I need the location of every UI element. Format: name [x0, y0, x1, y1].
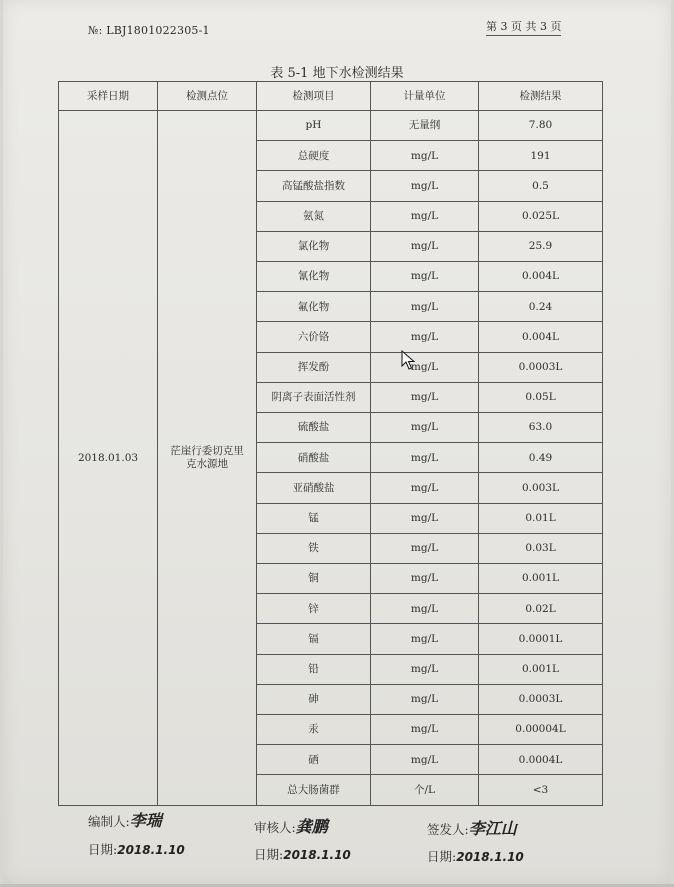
cell-item: 挥发酚 [257, 352, 371, 382]
cell-result: 0.0004L [479, 745, 603, 775]
location-cell: 茫崖行委切克里克水源地 [158, 111, 257, 806]
header-location: 检测点位 [158, 82, 257, 111]
cell-result: 0.24 [479, 292, 603, 322]
cell-item: 硫酸盐 [257, 413, 371, 443]
cell-item: 锰 [257, 503, 371, 533]
cell-item: 铁 [257, 533, 371, 563]
cell-unit: mg/L [371, 745, 479, 775]
cell-unit: mg/L [371, 684, 479, 714]
issuer-date [427, 847, 524, 865]
compiler-signature [88, 808, 162, 831]
cell-item: 砷 [257, 684, 371, 714]
cell-result: 191 [479, 141, 603, 171]
cell-unit: mg/L [371, 473, 479, 503]
cell-unit: mg/L [371, 654, 479, 684]
cell-result: <3 [479, 775, 603, 806]
issuer-date-label: 日期: [427, 849, 457, 864]
cell-unit: mg/L [371, 715, 479, 745]
reviewer-signature [254, 814, 328, 837]
cell-item: 高锰酸盐指数 [257, 171, 371, 201]
cell-item: 亚硝酸盐 [257, 473, 371, 503]
cell-unit: mg/L [371, 443, 479, 473]
cell-unit: 无量纲 [371, 111, 479, 141]
compiler-date-label: 日期: [88, 842, 118, 857]
header-item: 检测项目 [257, 82, 371, 111]
document-number: №: LBJ1801022305-1 [88, 24, 210, 37]
sampling-date-cell: 2018.01.03 [59, 111, 158, 806]
cell-unit: mg/L [371, 322, 479, 352]
cell-item: 汞 [257, 715, 371, 745]
cell-result: 0.02L [479, 594, 603, 624]
cell-item: 硝酸盐 [257, 443, 371, 473]
compiler-date [88, 840, 185, 858]
cell-result: 0.001L [479, 564, 603, 594]
cell-unit: mg/L [371, 413, 479, 443]
cell-item: 氨氮 [257, 201, 371, 231]
cell-unit: mg/L [371, 352, 479, 382]
cell-item: 六价铬 [257, 322, 371, 352]
mouse-pointer-icon [401, 350, 415, 370]
cell-item: 锌 [257, 594, 371, 624]
cell-result: 0.05L [479, 382, 603, 412]
cell-item: 阴离子表面活性剂 [257, 382, 371, 412]
cell-result: 0.49 [479, 443, 603, 473]
cell-result: 0.00004L [479, 715, 603, 745]
cell-result: 0.5 [479, 171, 603, 201]
page-indicator: 第 3 页 共 3 页 [486, 18, 561, 36]
cell-unit: mg/L [371, 594, 479, 624]
header-result: 检测结果 [479, 82, 603, 111]
cell-result: 0.004L [479, 322, 603, 352]
cell-unit: mg/L [371, 503, 479, 533]
cell-unit: mg/L [371, 533, 479, 563]
cell-unit: mg/L [371, 231, 479, 261]
header-unit: 计量单位 [371, 82, 479, 111]
cell-item: 铜 [257, 564, 371, 594]
cell-unit: mg/L [371, 564, 479, 594]
cell-result: 0.004L [479, 262, 603, 292]
cell-unit: mg/L [371, 292, 479, 322]
cell-result: 25.9 [479, 231, 603, 261]
cell-unit: mg/L [371, 201, 479, 231]
cell-result: 0.0001L [479, 624, 603, 654]
cell-unit: mg/L [371, 171, 479, 201]
cell-item: 镉 [257, 624, 371, 654]
issuer-handwritten-date: 2018.1.10 [456, 850, 524, 864]
cell-unit: mg/L [371, 262, 479, 292]
cell-item: 硒 [257, 745, 371, 775]
cell-item: 氟化物 [257, 292, 371, 322]
table-header-row [59, 82, 603, 111]
cell-result: 0.025L [479, 201, 603, 231]
cell-item: 总大肠菌群 [257, 775, 371, 806]
compiler-handwritten-name: 李瑞 [129, 811, 162, 830]
reviewer-date-label: 日期: [254, 847, 284, 862]
table-row [59, 111, 603, 141]
cell-unit: mg/L [371, 624, 479, 654]
issuer-label: 签发人: [427, 822, 469, 837]
cell-item: pH [257, 111, 371, 141]
cell-result: 0.001L [479, 654, 603, 684]
cell-result: 0.003L [479, 473, 603, 503]
issuer-handwritten-name: 李江山 [468, 819, 517, 838]
compiler-label: 编制人: [88, 814, 130, 829]
issuer-signature [427, 816, 517, 839]
cell-result: 0.03L [479, 533, 603, 563]
compiler-handwritten-date: 2018.1.10 [117, 843, 185, 857]
cell-item: 总硬度 [257, 141, 371, 171]
cell-result: 0.01L [479, 503, 603, 533]
cell-item: 铅 [257, 654, 371, 684]
cell-result: 0.0003L [479, 352, 603, 382]
header-sampling-date: 采样日期 [59, 82, 158, 111]
cell-result: 0.0003L [479, 684, 603, 714]
cell-unit: mg/L [371, 141, 479, 171]
reviewer-label: 审核人: [254, 820, 296, 835]
reviewer-handwritten-date: 2018.1.10 [283, 848, 351, 862]
cell-unit: 个/L [371, 775, 479, 806]
cell-unit: mg/L [371, 382, 479, 412]
cell-result: 63.0 [479, 413, 603, 443]
reviewer-handwritten-name: 龚鹏 [295, 817, 328, 836]
cell-result: 7.80 [479, 111, 603, 141]
reviewer-date [254, 845, 351, 863]
results-table [58, 81, 603, 806]
cell-item: 氯化物 [257, 231, 371, 261]
cell-item: 氰化物 [257, 262, 371, 292]
table-title: 表 5-1 地下水检测结果 [270, 66, 404, 81]
